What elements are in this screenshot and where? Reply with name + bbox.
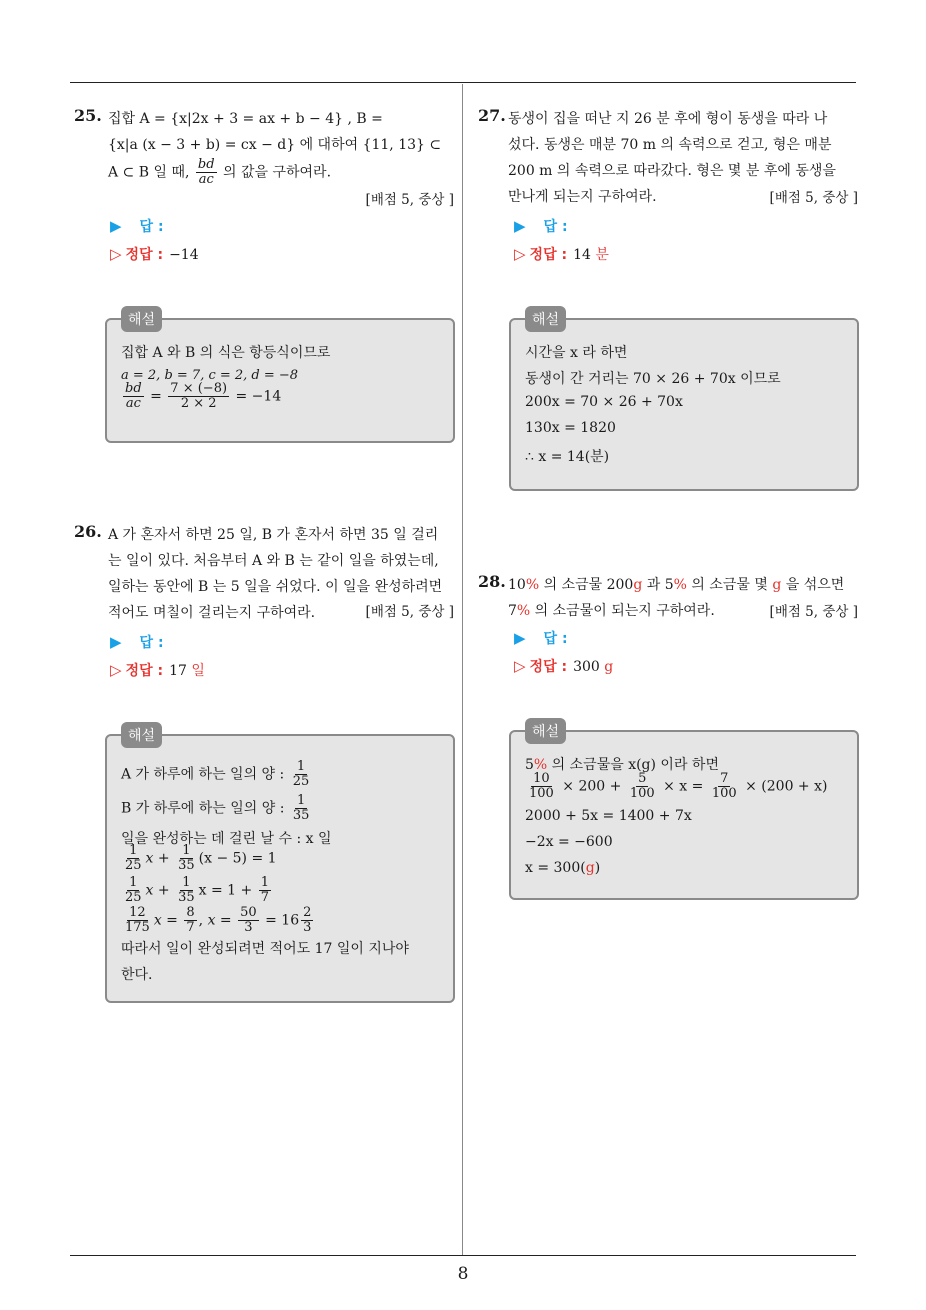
fraction-denominator: 7 <box>186 920 195 935</box>
text-part: × 200 + <box>562 778 622 795</box>
text-part: 의 소금물 200 <box>539 577 634 593</box>
unit-gram: g <box>772 577 782 593</box>
solution-line <box>121 382 281 411</box>
fraction-numerator: 7 × (−8) <box>170 381 228 396</box>
solution-line: 130x = 1820 <box>525 420 616 436</box>
fraction <box>123 876 144 905</box>
play-arrow-icon: ▶ <box>110 633 122 651</box>
correct-unit: 일 <box>191 663 205 679</box>
play-arrow-icon: ▶ <box>514 217 526 235</box>
text-part: 과 5 <box>642 577 674 593</box>
solution-box <box>105 312 455 443</box>
solution-box <box>509 312 859 491</box>
fraction-denominator: 35 <box>178 890 195 905</box>
problem-line: 섰다. 동생은 매분 70 m 의 속력으로 걷고, 형은 매분 <box>508 137 832 153</box>
solution-line <box>525 772 827 801</box>
answer-row <box>514 628 568 648</box>
fraction-numerator: 1 <box>129 843 138 858</box>
fraction-denominator: 35 <box>292 808 310 823</box>
var-x: x <box>153 912 162 929</box>
solution-line <box>525 860 600 876</box>
score-meta: [배점 5, 중상 ] <box>365 192 454 208</box>
fraction-numerator: bd <box>125 381 142 396</box>
page-number: 8 <box>457 1264 469 1284</box>
var-x: x <box>145 882 154 899</box>
fraction-denominator: 3 <box>303 920 312 935</box>
fraction-numerator: 10 <box>533 771 550 786</box>
fraction-denominator: 7 <box>260 890 269 905</box>
solution-line: −2x = −600 <box>525 834 613 850</box>
fraction-denominator: 25 <box>125 890 142 905</box>
fraction <box>710 772 739 801</box>
outline-arrow-icon: ▷ <box>514 657 526 675</box>
solution-line: 따라서 일이 완성되려면 적어도 17 일이 지나야 <box>121 941 409 957</box>
unit-percent: % <box>673 577 687 593</box>
problem-line: 집합 A = {x|2x + 3 = ax + b − 4} , B = <box>108 111 383 127</box>
problem-28 <box>478 572 858 632</box>
outline-arrow-icon: ▷ <box>110 245 122 263</box>
solution-text: x = 1 + <box>198 882 253 899</box>
problem-number: 27. <box>478 106 506 125</box>
var-x: x <box>145 850 154 867</box>
result-text: = −14 <box>235 388 282 405</box>
answer-label: 답 : <box>139 635 164 651</box>
fraction-numerator: 12 <box>129 905 146 920</box>
solution-text: A 가 하루에 하는 일의 양 : <box>121 766 285 783</box>
text-part: × x = <box>663 778 704 795</box>
fraction <box>123 906 152 935</box>
fraction-denominator: 3 <box>244 920 253 935</box>
text-part: 의 소금물을 x(g) 이라 하면 <box>547 757 719 773</box>
solution-line: 일을 완성하는 데 걸린 날 수 : x 일 <box>121 831 332 847</box>
problem-number: 28. <box>478 572 506 591</box>
answer-row <box>514 216 568 236</box>
solution-line <box>525 754 719 774</box>
fraction-denominator: 100 <box>711 786 737 801</box>
fraction-denominator: ac <box>198 172 214 187</box>
correct-label: 정답 : <box>125 247 164 263</box>
fraction-denominator: 100 <box>629 786 655 801</box>
fraction-denominator: ac <box>125 396 141 411</box>
fraction-numerator: 1 <box>129 875 138 890</box>
text-part: x = 300( <box>525 860 586 876</box>
correct-answer-row <box>110 660 205 680</box>
play-arrow-icon: ▶ <box>110 217 122 235</box>
correct-label: 정답 : <box>125 663 164 679</box>
fraction <box>196 158 217 187</box>
answer-label: 답 : <box>543 631 568 647</box>
answer-row <box>110 216 164 236</box>
problem-line: 만나게 되는지 구하여라. <box>508 189 657 205</box>
fraction <box>123 844 144 873</box>
problem-line <box>508 572 858 598</box>
problem-number: 25. <box>74 106 102 125</box>
fraction <box>301 906 313 935</box>
solution-tag: 해설 <box>525 718 566 744</box>
problem-number: 26. <box>74 522 102 541</box>
problem-text <box>108 106 454 187</box>
solution-line: 200x = 70 × 26 + 70x <box>525 394 683 410</box>
fraction-numerator: 2 <box>303 905 312 920</box>
fraction-numerator: 50 <box>240 905 257 920</box>
unit-percent: % <box>525 577 540 593</box>
fraction-numerator: 1 <box>182 875 191 890</box>
problem-26 <box>74 522 454 632</box>
fraction <box>176 844 197 873</box>
unit-gram: g <box>633 577 643 593</box>
fraction <box>238 906 259 935</box>
fraction <box>527 772 556 801</box>
correct-label: 정답 : <box>529 659 568 675</box>
solution-line: $\frac{12}{175}$ x = $\frac{8}{7}$ , x = $\frac{50}{3}$ = 16 $\frac{2}{3}$ <box>125 905 312 935</box>
problem-27 <box>478 106 858 216</box>
fraction-numerator: 1 <box>260 875 269 890</box>
text-part: 7 <box>508 603 517 619</box>
fraction-denominator: 35 <box>178 858 195 873</box>
score-meta: [배점 5, 중상 ] <box>365 604 454 620</box>
correct-value: 300 <box>573 659 600 675</box>
fraction-denominator: 25 <box>125 858 142 873</box>
unit-gram: g <box>585 860 595 876</box>
score-meta: [배점 5, 중상 ] <box>769 604 858 620</box>
fraction <box>123 382 144 411</box>
unit-percent: % <box>533 757 548 773</box>
answer-label: 답 : <box>139 219 164 235</box>
solution-text: (x − 5) = 1 <box>198 850 277 867</box>
answer-label: 답 : <box>543 219 568 235</box>
fraction <box>176 876 197 905</box>
solution-line: $\frac{1}{25}$ x + $\frac{1}{35}$ x = 1 + $\frac{1}{7}$ <box>125 875 269 905</box>
correct-value: −14 <box>169 247 199 263</box>
problem-line: A 가 혼자서 하면 25 일, B 가 혼자서 하면 35 일 걸리 <box>108 527 439 543</box>
correct-answer-row <box>514 244 609 264</box>
solution-line: $\frac{1}{25}$ x + $\frac{1}{35}$ (x − 5) = 1 <box>125 843 277 873</box>
text-part: 10 <box>508 577 526 593</box>
solution-line: 한다. <box>121 967 153 983</box>
solution-box <box>105 728 455 1003</box>
text-part: 의 소금물 몇 <box>686 577 773 593</box>
correct-value: 17 <box>169 663 187 679</box>
solution-line: 시간을 x 라 하면 <box>525 345 628 361</box>
solution-box <box>509 724 859 900</box>
fraction <box>184 906 196 935</box>
correct-label: 정답 : <box>529 247 568 263</box>
fraction-numerator: 1 <box>296 759 306 774</box>
text-part: × (200 + x) <box>745 778 828 795</box>
problem-line <box>108 158 454 187</box>
mixed-whole: 16 <box>281 912 300 929</box>
column-divider <box>462 84 463 1255</box>
problem-line-prefix: A ⊂ B 일 때, <box>108 164 194 181</box>
solution-line: 2000 + 5x = 1400 + 7x <box>525 808 692 824</box>
solution-text: B 가 하루에 하는 일의 양 : <box>121 800 285 817</box>
fraction-denominator: 175 <box>125 920 150 935</box>
text-part: 의 소금물이 되는지 구하여라. <box>530 603 715 619</box>
fraction-denominator: 25 <box>292 774 310 789</box>
text-part: ) <box>594 860 601 876</box>
unit-percent: % <box>516 603 531 619</box>
fraction-numerator: bd <box>197 157 215 172</box>
fraction-denominator: 2 × 2 <box>180 396 217 411</box>
fraction-numerator: 1 <box>297 793 306 808</box>
correct-answer-row <box>110 244 199 264</box>
fraction <box>259 876 271 905</box>
solution-tag: 해설 <box>121 306 162 332</box>
fraction-numerator: 5 <box>638 771 647 786</box>
fraction <box>291 760 312 789</box>
solution-line: a = 2, b = 7, c = 2, d = −8 <box>121 368 299 383</box>
problem-line: {x|a (x − 3 + b) = cx − d} 에 대하여 {11, 13} ⊂ <box>108 137 442 153</box>
score-meta: [배점 5, 중상 ] <box>769 190 858 206</box>
top-rule <box>70 82 856 83</box>
fraction <box>628 772 657 801</box>
equals-sign: = <box>150 388 162 405</box>
correct-unit: g <box>604 659 614 675</box>
correct-answer-row <box>514 656 613 676</box>
solution-tag: 해설 <box>121 722 162 748</box>
problem-line: 는 일이 있다. 처음부터 A 와 B 는 같이 일을 하였는데, <box>108 553 439 569</box>
solution-line: 동생이 간 거리는 70 × 26 + 70x 이므로 <box>525 371 781 387</box>
answer-row <box>110 632 164 652</box>
var-x: x <box>207 912 216 929</box>
fraction-numerator: 7 <box>720 771 729 786</box>
outline-arrow-icon: ▷ <box>514 245 526 263</box>
problem-line: 적어도 며칠이 걸리는지 구하여라. <box>108 605 316 621</box>
solution-line: ∴ x = 14(분) <box>525 449 610 465</box>
fraction-numerator: 1 <box>182 843 191 858</box>
fraction <box>168 382 229 411</box>
fraction <box>291 794 312 823</box>
outline-arrow-icon: ▷ <box>110 661 122 679</box>
correct-unit: 분 <box>595 247 609 263</box>
solution-line <box>121 794 313 823</box>
text-part: 을 섞으면 <box>781 577 845 593</box>
play-arrow-icon: ▶ <box>514 629 526 647</box>
fraction-denominator: 100 <box>529 786 554 801</box>
problem-line: 일하는 동안에 B 는 5 일을 쉬었다. 이 일을 완성하려면 <box>108 579 443 595</box>
problem-line: 동생이 집을 떠난 지 26 분 후에 형이 동생을 따라 나 <box>508 111 828 127</box>
fraction-numerator: 8 <box>186 905 195 920</box>
problem-line: 200 m 의 속력으로 따라갔다. 형은 몇 분 후에 동생을 <box>508 163 836 179</box>
bottom-rule <box>70 1255 856 1256</box>
solution-line <box>121 760 313 789</box>
problem-line-suffix: 의 값을 구하여라. <box>218 164 332 181</box>
solution-line: 집합 A 와 B 의 식은 항등식이므로 <box>121 345 331 361</box>
correct-value: 14 <box>573 247 591 263</box>
solution-tag: 해설 <box>525 306 566 332</box>
text-part: 5 <box>525 757 534 773</box>
